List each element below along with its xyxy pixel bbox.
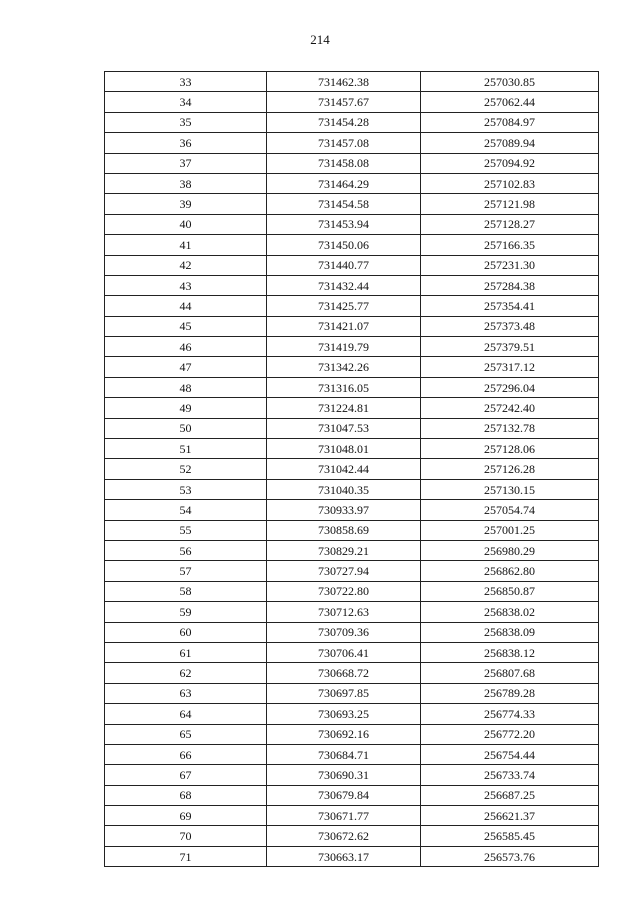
table-row bbox=[105, 112, 599, 132]
x-coordinate-cell: 731458.08 bbox=[267, 153, 421, 173]
y-coordinate-cell: 256585.45 bbox=[421, 826, 599, 846]
point-number-cell: 57 bbox=[105, 561, 267, 581]
point-number-cell: 58 bbox=[105, 581, 267, 601]
x-coordinate-cell: 730690.31 bbox=[267, 765, 421, 785]
y-coordinate-cell: 257379.51 bbox=[421, 337, 599, 357]
x-coordinate-cell: 731342.26 bbox=[267, 357, 421, 377]
x-coordinate-cell: 730672.62 bbox=[267, 826, 421, 846]
y-coordinate-cell: 257128.06 bbox=[421, 439, 599, 459]
point-number-cell: 65 bbox=[105, 724, 267, 744]
table-row bbox=[105, 520, 599, 540]
point-number-cell: 39 bbox=[105, 194, 267, 214]
y-coordinate-cell: 256774.33 bbox=[421, 704, 599, 724]
x-coordinate-cell: 730692.16 bbox=[267, 724, 421, 744]
coordinates-table bbox=[104, 71, 599, 867]
table-row bbox=[105, 255, 599, 275]
point-number-cell: 33 bbox=[105, 72, 267, 92]
x-coordinate-cell: 731454.28 bbox=[267, 112, 421, 132]
point-number-cell: 69 bbox=[105, 806, 267, 826]
y-coordinate-cell: 256980.29 bbox=[421, 540, 599, 560]
y-coordinate-cell: 257296.04 bbox=[421, 377, 599, 397]
y-coordinate-cell: 256687.25 bbox=[421, 785, 599, 805]
y-coordinate-cell: 257121.98 bbox=[421, 194, 599, 214]
y-coordinate-cell: 257001.25 bbox=[421, 520, 599, 540]
point-number-cell: 70 bbox=[105, 826, 267, 846]
x-coordinate-cell: 731042.44 bbox=[267, 459, 421, 479]
page-number: 214 bbox=[310, 32, 330, 47]
table-row bbox=[105, 316, 599, 336]
y-coordinate-cell: 257242.40 bbox=[421, 398, 599, 418]
table-row bbox=[105, 398, 599, 418]
point-number-cell: 36 bbox=[105, 133, 267, 153]
y-coordinate-cell: 256621.37 bbox=[421, 806, 599, 826]
point-number-cell: 71 bbox=[105, 846, 267, 866]
point-number-cell: 63 bbox=[105, 683, 267, 703]
y-coordinate-cell: 257231.30 bbox=[421, 255, 599, 275]
point-number-cell: 50 bbox=[105, 418, 267, 438]
x-coordinate-cell: 730706.41 bbox=[267, 642, 421, 662]
table-row bbox=[105, 194, 599, 214]
y-coordinate-cell: 257126.28 bbox=[421, 459, 599, 479]
x-coordinate-cell: 731462.38 bbox=[267, 72, 421, 92]
point-number-cell: 67 bbox=[105, 765, 267, 785]
x-coordinate-cell: 730668.72 bbox=[267, 663, 421, 683]
table-row bbox=[105, 377, 599, 397]
y-coordinate-cell: 257094.92 bbox=[421, 153, 599, 173]
y-coordinate-cell: 256850.87 bbox=[421, 581, 599, 601]
x-coordinate-cell: 730829.21 bbox=[267, 540, 421, 560]
x-coordinate-cell: 730712.63 bbox=[267, 602, 421, 622]
x-coordinate-cell: 730722.80 bbox=[267, 581, 421, 601]
y-coordinate-cell: 256807.68 bbox=[421, 663, 599, 683]
point-number-cell: 61 bbox=[105, 642, 267, 662]
point-number-cell: 42 bbox=[105, 255, 267, 275]
x-coordinate-cell: 731450.06 bbox=[267, 235, 421, 255]
table-row bbox=[105, 806, 599, 826]
table-row bbox=[105, 418, 599, 438]
point-number-cell: 43 bbox=[105, 275, 267, 295]
x-coordinate-cell: 731048.01 bbox=[267, 439, 421, 459]
x-coordinate-cell: 731453.94 bbox=[267, 214, 421, 234]
x-coordinate-cell: 731440.77 bbox=[267, 255, 421, 275]
x-coordinate-cell: 730858.69 bbox=[267, 520, 421, 540]
y-coordinate-cell: 257166.35 bbox=[421, 235, 599, 255]
table-row bbox=[105, 479, 599, 499]
y-coordinate-cell: 256838.09 bbox=[421, 622, 599, 642]
table-row bbox=[105, 785, 599, 805]
point-number-cell: 38 bbox=[105, 173, 267, 193]
y-coordinate-cell: 257089.94 bbox=[421, 133, 599, 153]
table-row bbox=[105, 704, 599, 724]
y-coordinate-cell: 257354.41 bbox=[421, 296, 599, 316]
y-coordinate-cell: 257132.78 bbox=[421, 418, 599, 438]
x-coordinate-cell: 730679.84 bbox=[267, 785, 421, 805]
point-number-cell: 60 bbox=[105, 622, 267, 642]
point-number-cell: 53 bbox=[105, 479, 267, 499]
y-coordinate-cell: 256838.12 bbox=[421, 642, 599, 662]
point-number-cell: 40 bbox=[105, 214, 267, 234]
table-row bbox=[105, 133, 599, 153]
x-coordinate-cell: 730933.97 bbox=[267, 500, 421, 520]
table-row bbox=[105, 214, 599, 234]
table-row bbox=[105, 744, 599, 764]
point-number-cell: 47 bbox=[105, 357, 267, 377]
y-coordinate-cell: 256733.74 bbox=[421, 765, 599, 785]
point-number-cell: 41 bbox=[105, 235, 267, 255]
table-row bbox=[105, 92, 599, 112]
point-number-cell: 55 bbox=[105, 520, 267, 540]
table-row bbox=[105, 235, 599, 255]
point-number-cell: 35 bbox=[105, 112, 267, 132]
point-number-cell: 44 bbox=[105, 296, 267, 316]
y-coordinate-cell: 256772.20 bbox=[421, 724, 599, 744]
y-coordinate-cell: 256862.80 bbox=[421, 561, 599, 581]
table-row bbox=[105, 581, 599, 601]
table-row bbox=[105, 72, 599, 92]
x-coordinate-cell: 730663.17 bbox=[267, 846, 421, 866]
table-row bbox=[105, 439, 599, 459]
table-row bbox=[105, 602, 599, 622]
point-number-cell: 52 bbox=[105, 459, 267, 479]
x-coordinate-cell: 730671.77 bbox=[267, 806, 421, 826]
point-number-cell: 45 bbox=[105, 316, 267, 336]
y-coordinate-cell: 256838.02 bbox=[421, 602, 599, 622]
x-coordinate-cell: 730727.94 bbox=[267, 561, 421, 581]
point-number-cell: 49 bbox=[105, 398, 267, 418]
y-coordinate-cell: 257373.48 bbox=[421, 316, 599, 336]
table-row bbox=[105, 459, 599, 479]
point-number-cell: 34 bbox=[105, 92, 267, 112]
table-row bbox=[105, 337, 599, 357]
table-row bbox=[105, 765, 599, 785]
point-number-cell: 59 bbox=[105, 602, 267, 622]
point-number-cell: 62 bbox=[105, 663, 267, 683]
point-number-cell: 56 bbox=[105, 540, 267, 560]
x-coordinate-cell: 730684.71 bbox=[267, 744, 421, 764]
x-coordinate-cell: 731224.81 bbox=[267, 398, 421, 418]
x-coordinate-cell: 731454.58 bbox=[267, 194, 421, 214]
y-coordinate-cell: 257284.38 bbox=[421, 275, 599, 295]
y-coordinate-cell: 257128.27 bbox=[421, 214, 599, 234]
table-row bbox=[105, 622, 599, 642]
table-row bbox=[105, 642, 599, 662]
y-coordinate-cell: 256573.76 bbox=[421, 846, 599, 866]
y-coordinate-cell: 257062.44 bbox=[421, 92, 599, 112]
y-coordinate-cell: 257317.12 bbox=[421, 357, 599, 377]
table-row bbox=[105, 275, 599, 295]
x-coordinate-cell: 731421.07 bbox=[267, 316, 421, 336]
coordinates-table-body bbox=[105, 72, 599, 867]
table-row bbox=[105, 561, 599, 581]
table-row bbox=[105, 296, 599, 316]
x-coordinate-cell: 730693.25 bbox=[267, 704, 421, 724]
table-row bbox=[105, 683, 599, 703]
y-coordinate-cell: 256754.44 bbox=[421, 744, 599, 764]
x-coordinate-cell: 731040.35 bbox=[267, 479, 421, 499]
table-row bbox=[105, 173, 599, 193]
point-number-cell: 68 bbox=[105, 785, 267, 805]
point-number-cell: 51 bbox=[105, 439, 267, 459]
point-number-cell: 54 bbox=[105, 500, 267, 520]
x-coordinate-cell: 731047.53 bbox=[267, 418, 421, 438]
point-number-cell: 48 bbox=[105, 377, 267, 397]
y-coordinate-cell: 257130.15 bbox=[421, 479, 599, 499]
table-row bbox=[105, 724, 599, 744]
x-coordinate-cell: 731425.77 bbox=[267, 296, 421, 316]
x-coordinate-cell: 731419.79 bbox=[267, 337, 421, 357]
table-row bbox=[105, 500, 599, 520]
x-coordinate-cell: 731316.05 bbox=[267, 377, 421, 397]
y-coordinate-cell: 256789.28 bbox=[421, 683, 599, 703]
point-number-cell: 37 bbox=[105, 153, 267, 173]
x-coordinate-cell: 731457.67 bbox=[267, 92, 421, 112]
x-coordinate-cell: 731464.29 bbox=[267, 173, 421, 193]
table-row bbox=[105, 846, 599, 866]
table-row bbox=[105, 663, 599, 683]
point-number-cell: 66 bbox=[105, 744, 267, 764]
y-coordinate-cell: 257030.85 bbox=[421, 72, 599, 92]
y-coordinate-cell: 257102.83 bbox=[421, 173, 599, 193]
x-coordinate-cell: 730709.36 bbox=[267, 622, 421, 642]
x-coordinate-cell: 731432.44 bbox=[267, 275, 421, 295]
table-row bbox=[105, 826, 599, 846]
y-coordinate-cell: 257054.74 bbox=[421, 500, 599, 520]
table-row bbox=[105, 357, 599, 377]
table-row bbox=[105, 153, 599, 173]
point-number-cell: 46 bbox=[105, 337, 267, 357]
table-row bbox=[105, 540, 599, 560]
y-coordinate-cell: 257084.97 bbox=[421, 112, 599, 132]
x-coordinate-cell: 731457.08 bbox=[267, 133, 421, 153]
x-coordinate-cell: 730697.85 bbox=[267, 683, 421, 703]
point-number-cell: 64 bbox=[105, 704, 267, 724]
